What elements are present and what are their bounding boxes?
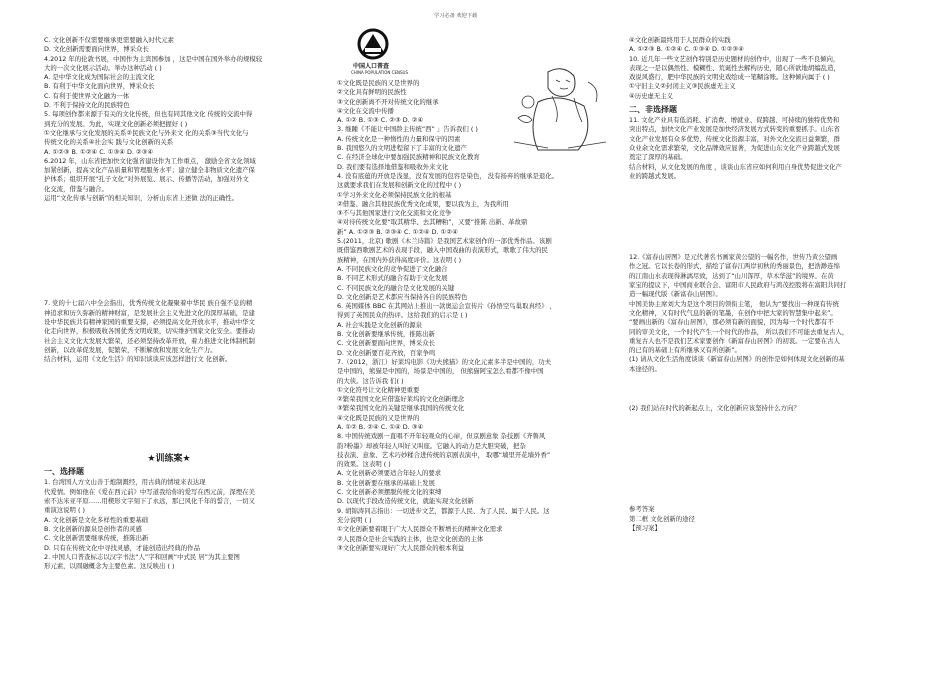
text-line: 是中国的，熊猫是中国的，场景是中国的， 但熊猫阿宝怎么看都不像中国 [337,367,544,376]
column-middle [337,0,619,553]
text-line: ②文化具有鲜明的民族性 [337,88,407,97]
text-line: D. 不利于保持文化的民族特色 [44,101,130,110]
text-line: 形元素，以圆融概念为主要色素。这反映出 ( ) [44,562,175,571]
text-line: 表现之一是以偶然性、模糊性、荒诞性去解构历史，随心所欲地胡编乱造， [629,63,840,72]
text-line: 第二框 文化创新的途径 [629,514,695,523]
text-line: A. 是中华文化成为国际社会的主流文化 [44,73,155,82]
text-line: ④对待传统文化要“取其精华、去其糟粕”，又要“推陈 出新、革故鼎 [337,218,528,227]
text-line: ②繁荣我国文化应借鉴好莱坞的文化创新理念 [337,395,465,404]
text-line: 重演这说明 ( ) [44,506,86,515]
text-line: D. 文化创新需要面向世界，博采众长 [44,45,149,54]
text-line: 12.《富春山居图》是元代著名书画家黄公望的一幅名作，世传乃黄公望画 [629,253,838,262]
text-line: ③不与其他国家进行文化交流和文化竞争 [337,209,452,218]
text-line: 5. 每项创作都来源于有关的文化传统，但也有同其他文化 传统的交流中得 [44,110,253,119]
column-right [629,0,911,533]
text-line: 3. 继踵《不能让中国龄主传统“西” 」告诉我们 ( ) [337,125,478,134]
text-line: ②借鉴、融合其他民族优秀文化成果，要以我为主，为我所用 [337,199,509,208]
text-line: D. 以现代手段改造传统文化，就能实现文化创新 [337,497,474,506]
text-line: 大的一次文化展示活动。举办这种活动 ( ) [44,63,162,72]
text-line: 6.2012 年，山东省把加快文化强省建设作为工作重点， 激励全省文化领域 [44,156,256,165]
text-line: 同的审美文化，一个时代产生一个时代的作品， 所以我们不可能去重复古人， [629,327,849,336]
text-line: 参考答案 [629,505,655,514]
training-title: ★训练案★ [147,454,191,465]
question-12-part-2: (2) 我们站在时代的新起点上，文化创新应该坚持什么方向？ [629,404,800,413]
text-line: ④文化在交流中传播 [337,106,394,115]
text-line: ④文化创新最终用于人民群众的实践 [629,36,731,44]
question-11-block [629,116,911,181]
text-line: 家宝的提议下，中国商业联合会、富阳市人民政府与鸿茂控股将在富阳共同打 [629,281,847,290]
text-line: 1. 台湾国人方文山善于炮制溉经，用古典的情境来表达现 [44,478,206,487]
text-line: ①学习外来文化必须保持民族文化的根基 [337,190,452,199]
text-line: ①文化继承与文化发展的关系②民族文化与外来文 化的关系③当代文化与 [44,128,249,137]
text-line: B. 文化创新的源泉是创作者的灵感 [44,524,142,533]
text-line: ③文化创新要实现好广大人民群众的根本利益 [337,543,465,552]
text-line: A. 文化创新必须要适合年轻人的要求 [337,469,442,478]
text-line: A. ①② B. ②④ C. ①④ D. ③④ [337,422,424,431]
svg-text:中国人口普查: 中国人口普查 [353,63,390,70]
text-line: 2. 中国人口普查标志以汉字书法“人”字和回画“中式民 居”为其主要图 [44,552,240,561]
text-line: ①文化创新要着眼于广大人民群众不断增长的精神文化需求 [337,525,503,534]
text-line: A. ①②③ B. ①②④ C. ①③④ D. ①②③④ [629,45,744,54]
text-line: 6. 英国媒体 BBC 在其网站上推出一款奥运会宣传片《孙悟空鸟巢取真经》 ， [337,302,557,311]
text-line: A. ①②③ B. ①②④ C. ①③④ D. ②③④ [44,147,154,156]
text-line: 5.(2011，北京) 歌剧《木兰诗篇》是我国艺术家创作的一部优秀作品。该剧 [337,237,552,246]
text-line: 传统文化的关系④社会实 践与文化创新的关系 [44,138,174,147]
text-line: 结合材料，从文化发展的角度 ，谈谈山东省应如何利用自身优势促进文化产 [629,162,842,171]
text-line: B. 文化创新要继承传统，推陈出新 [337,330,435,339]
text-line: ②人民群众是社会实践的主体，也是文化创造的主体 [337,534,484,543]
logo-caption: CHINA POPULATION CENSUS [351,70,408,75]
column-left [44,0,326,571]
text-line: ③文化创新离不开对传统文化的继承 [337,97,439,106]
text-line: 得到了英国民众的热评。这给我们的启示是 ( ) [337,311,468,320]
text-line: 造一幅现代版《新富春山居图》。 [629,290,722,299]
section-choice-heading: 一、选择题 [44,467,84,477]
text-line: 奠定了深厚的基础。 [629,153,687,162]
text-line: 本途径的。 [629,364,661,373]
text-line: ①文化既是民族的又是世界的 [337,79,420,87]
text-line: 的效果。这表明 ( ) [337,460,391,469]
questions-block-3 [629,36,911,101]
text-line: B. 文化创新要在继承的基础上发展 [337,478,435,487]
text-line: 突出特点，加快文化产业发展是加快经济发展方式转变的重要抓手。山东省 [629,125,840,134]
text-line: 新” A. ①②③ B. ②③④ C. ①②④ D. ①②④ [337,227,458,236]
text-line: A. 社会实践是文化创新的源泉 [337,320,423,329]
text-line: 作之冠。它以长卷的形式，描绘了富春江两岸初秋的秀丽景色，把浩渺连绵 [629,262,840,271]
text-line: 的大侠。这告诉我 们( ) [337,376,404,385]
text-line: 【预习案】 [629,523,661,532]
text-line: A. ①② B. ①③ C. ②③ D. ②④ [337,116,424,125]
text-line: 充分说明 ( ) [337,515,372,524]
text-line: 神追求和历久弥新的精神财富，是发展社会主义先进文化的深厚基础，是建 [44,308,255,317]
question-7-block [44,299,326,364]
text-line: ③繁荣我国文化的关键是继承我国的传统文化 [337,404,465,413]
section-nonchoice-heading: 二、非选择题 [629,105,677,115]
text-line: 到充分的发展。为此，实现文化创新必须把握好 ( ) [44,119,188,128]
text-line: 化走向世界，积极吸收各国优秀文明成果，切实维护国家文化安全。要推动 [44,327,255,336]
text-line: 的已有的基础上有所继承又有所创新”。 [629,346,741,355]
text-line: 化交流，借鉴与融合。 [44,184,108,193]
text-line: 7.（2012，浙江）好莱坞电影《功夫熊猫》的文化元素多半是中国的，功夫 [337,357,552,366]
text-line: A. 传统文化是一种惰性的力量和保守的因素 [337,134,461,143]
text-line: 中国美协主席刘大为是这个项目的领衔主笔， 他认为“要找出一种现有传统 [629,299,839,308]
text-line: D. 文化创新是艺术都应当保持各自的民族特色 [337,292,468,301]
text-line: C. 有利于使世界文化融为一体 [44,91,130,100]
text-line: 文化产业发展有众多优势，传统文化资源丰富，对外文化交流日益频繁，群 [629,134,840,143]
text-line: 的江南山水表现得淋漓尽致，达到了“山川浑厚，草木华滋”的境界。在黄 [629,271,834,280]
text-line: 11. 文化产业具有低消耗、扩消费、增就业、促跨越、可持续的独特优势和 [629,116,840,125]
text-line: A. 文化创新是文化多样性的重要基础 [44,515,149,524]
text-line: 运用“文化传承与创新”的相关知识，分析山东省上述做 法的正确性。 [44,194,238,203]
text-line: C. 在经济全球化中要加强民族精神和民族文化教育 [337,153,480,162]
text-line: 索不达米亚平原……用楔形文字刻下了永远，那已风化千年的誓言，一切又 [44,497,255,506]
training-questions-block [44,478,326,571]
questions-block-1 [44,36,326,203]
text-line: 这就要求我们在发展和创新文化的过程中 ( ) [337,181,462,190]
text-line: C. 文化创新必须摆脱传统文化的束缚 [337,488,442,497]
answer-key-block [629,505,911,533]
text-line: D. 我们要有选择地借鉴和吸收外来文化 [337,162,449,171]
text-line: 众业余文化需求繁荣，文化品牌效应显著，为促进山东文化产业跨越式发展 [629,143,840,152]
text-line: 护体系；组织开展“孔子文化”对外展览、展示、传播等活动，加强对外文 [44,175,249,184]
text-line: 8. 中国传统戏剧一直唱不开年轻观众的心扉，但京剧意象 杂技剧《齐鲁风 [337,432,546,441]
text-line: 戏说风盛行，肥中华民族的文明史戏绘成一笔糊涂账。这种倾向属于 ( ) [629,73,830,82]
text-line: 族精神，在国内外获得高度评价。这表明 ( ) [337,255,462,264]
text-line: 文化精神，又有时代气息的新的笔墨，在创作中把大家的智慧集中起来”。 [629,308,837,317]
text-line: ④历史虚无主义 [629,91,674,100]
text-line: B. 有利于中华文化面向世界，博采众长 [44,82,155,91]
text-line: A. 不同民族文化的竞争促进了文化融合 [337,264,448,273]
text-line: D. 文化创新要百花齐放，百家争鸣 [337,348,436,357]
text-line: C. 文化创新要面向世界，博采众长 [337,339,435,348]
text-line: C. 文化创新不仅需要继承更需要融入时代元素 [44,36,174,44]
text-line: 代爱情。例如他在《爱在西元前》中写道我给你的爱写在西元前，深埋在美 [44,487,255,496]
text-line: “要画出新的《富春山居图》，那必须有新的面貌，因为每一个时代都有不 [629,318,834,327]
text-line: B. 我国悠久的文明进程留下了丰富的文化遗产 [337,144,467,153]
text-line: 10. 近几年一些文艺创作特别是历史题材的创作中，出现了一些不良倾向， [629,54,840,63]
text-line: 创新，以改革促发展，促繁荣，不断解放和发展文化生产力。 [44,345,217,354]
text-line: 加紧创新，提高文化产品质量和管理服务水平；建立健全非物质文化遗产保 [44,166,255,175]
text-line: ①守旧主义②封闭主义③民族虚无主义 [629,82,736,91]
text-line: C. 文化创新需要继承传统，推陈出新 [44,534,149,543]
questions-block-2 [337,79,619,553]
text-line: ①文化符号让文化精神更重要 [337,385,420,394]
text-line: (1) 请从文化生活角度谈谈《新富春山居图》的创作是如何体现文化创新的基 [629,355,845,364]
text-line: 技表演、意象、艺术巧妙糅合进传统的京剧表演中， 取哪“墙里开花墙外香” [337,450,551,459]
text-line: D. 只有在传统文化中寻找灵感，才能创造出经典的作品 [44,543,200,552]
text-line: 社会主义文化大发展大繁荣，还必须坚持改革开放，着力推进文化体制机制 [44,336,255,345]
text-line: 9. 胡锦涛同志指出：一切进步文艺，都源于人民、为了人民、属于人民。这 [337,506,550,515]
text-line: 结合材料，运用《文化生活》的知识谈谈应该怎样进行文 化创新。 [44,355,232,364]
text-line: 业的跨越式发展。 [629,171,681,180]
page-header: 学习必备 欢迎下载 [434,13,478,19]
text-line: 重复古人也不是我们艺术家要创作《新富春山居图》的初衷。一定要在古人 [629,336,840,345]
text-line: 7. 党的十七届六中全会指出，优秀传统文化凝聚着中华民 族自强不息的精 [44,299,253,308]
question-12-block [629,253,911,374]
text-line: 韵?粉墨》却被年轻人叫好又叫座。它融入的动力是大胆突破，把杂 [337,441,526,450]
text-line: 设中华民族共有精神家园的重要支撑，必须提高文化开放水平，推动中华文 [44,317,255,326]
text-line: 既借鉴西歌剧艺术的表现手段，融入中国戏曲的表演形式，歌歌了伟大的民 [337,246,548,255]
text-line: 4.2012 年的伦敦书展，中国作为主宾国参加 ，这是中国在国外举办的规模较 [44,54,263,63]
text-line: C. 不同民族文化的融合是文化发展的关键 [337,283,455,292]
text-line: B. 不同艺术形式的融合有助于文化发展 [337,274,448,283]
text-line: 4. 没有底蕴的开放是浅显，没有发展的包容是染色， 没有扬弃的继承是退化。 [337,171,559,180]
text-line: ④文化既是民族的又是世界的 [337,413,420,422]
